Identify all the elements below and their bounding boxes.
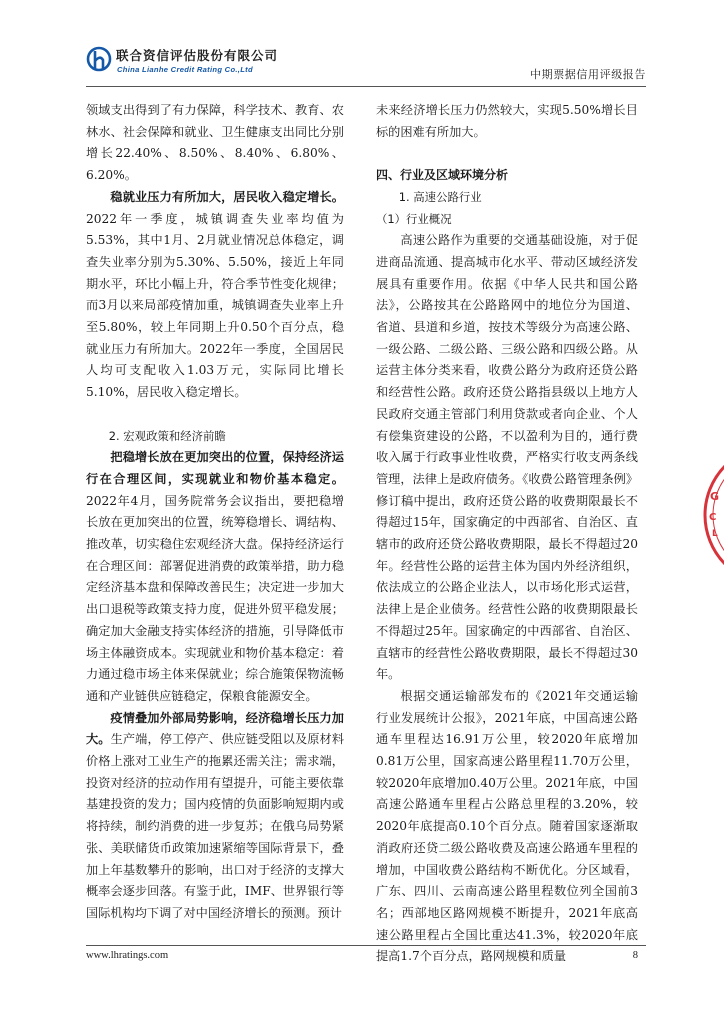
footer-divider [86, 945, 646, 946]
svg-text:C: C [709, 512, 717, 523]
paragraph-lead: 把稳增长放在更加突出的位置，保持经济运行在合理区间，实现就业和物价基本稳定。 [86, 450, 344, 486]
right-column [376, 100, 638, 968]
subsection-heading: 1. 高速公路行业 [398, 189, 482, 204]
paragraph: 高速公路作为重要的交通基础设施，对于促进商品流通、提高城市化水平、带动区域经济发展具有重要作用。依据《中华人民共和国公路法》，公路按其在公路路网中的地位分为国道、省道、县道和乡道，按技术等级分为高速公路、一级公路、二级公路、三级公路和四级公路。从运营主体分类来看，收费公路分为政府还贷公路和经营性公路。政府还贷公路指县级以上地方人民政府交通主管部门利用贷款或者向企业、个人有偿集资建设的公路，不以盈利为目的，通行费收入属于行政事业性收费，严格实行收支两条线管理，法律上是政府债务。《收费公路管理条例》修订稿中提出，政府还贷公路的收费期限最长不得超过15年，国家确定的中西部省、自治区、直辖市的政府还贷公路收费期限，最长不得超过20年。经营性公路的运营主体为国内外经济组织，依法成立的公路企业法人，以市场化形式运营，法律上是企业债务。经营性公路的收费期限最长不得超过25年。国家确定的中西部省、自治区、直辖市的经营性公路收费期限，最长不得超过30年。 [376, 233, 639, 682]
spacer [376, 143, 638, 165]
paragraph [86, 187, 344, 404]
left-column [86, 100, 344, 925]
footer-website-link[interactable]: www.lhratings.com [86, 950, 169, 961]
page-number: 8 [632, 950, 638, 961]
svg-text:G: G [710, 490, 720, 503]
paragraph: 未来经济增长压力仍然较大，实现5.50%增长目标的困难有所加大。 [376, 103, 638, 139]
company-name-en: China Lianhe Credit Rating Co.,Ltd [117, 65, 253, 74]
seal-stamp-icon [700, 440, 724, 590]
paragraph [86, 447, 344, 707]
page-header [86, 44, 646, 88]
svg-text:L: L [712, 529, 718, 539]
report-title: 中期票据信用评级报告 [530, 68, 646, 81]
paragraph: 根据交通运输部发布的《2021年交通运输行业发展统计公报》，2021年底，中国高速公路通车里程达16.91万公里，较2020年底增加0.81万公里，国家高速公路里程11.70万公里，较2020年底增加0.40万公里。2021年底，中国高速公路通车里程占公路总里程的3.20%，较2020年底提高0.10个百分点。随着国家逐渐取消政府还贷二级公路收费及高速公路通车里程的增加，中国收费公路结构不断优化。分区域看，广东、四川、云南高速公路里程数位列全国前3名；西部地区路网规模不断提升，2021年底高速公路里程占全国比重达41.3%，较2020年底提高1.7个百分点，路网规模和质量 [376, 688, 638, 964]
paragraph-lead: 稳就业压力有所加大，居民收入稳定增长。 [110, 189, 344, 204]
paragraph-body: 2022年一季度，城镇调查失业率均值为5.53%，其中1月、2月就业情况总体稳定，调查失业率分别为5.30%、5.50%，接近上年同期水平，环比小幅上升，符合季节性变化规律；而3月以来局部疫情加重，城镇调查失业率上升至5.80%，较上年同期上升0.50个百分点，稳就业压力有所加大。2022年一季度，全国居民人均可支配收入1.03万元，实际同比增长5.10%，居民收入稳定增长。 [86, 211, 344, 400]
paragraph-body: 2022年4月，国务院常务会议指出，要把稳增长放在更加突出的位置，统筹稳增长、调结构、推改革，切实稳住宏观经济大盘。保持经济运行在合理区间：部署促进消费的政策举措，助力稳定经济基本盘和保障改善民生；决定进一步加大出口退税等政策支持力度，促进外贸平稳发展；确定加大金融支持实体经济的措施，引导降低市场主体融资成本。实现就业和物价基本稳定：着力通过稳市场主体来保就业；综合施策保物流畅通和产业链供应链稳定，保粮食能源安全。 [86, 493, 344, 703]
paragraph: 领域支出得到了有力保障，科学技术、教育、农林水、社会保障和就业、卫生健康支出同比分别增长22.40%、8.50%、8.40%、6.80%、6.20%。 [86, 103, 344, 183]
subsection-heading: （1）行业概况 [376, 211, 452, 226]
subsection-heading: 2. 宏观政策和经济前瞻 [108, 428, 226, 443]
company-name-cn: 联合资信评估股份有限公司 [116, 48, 279, 63]
section-heading: 四、行业及区域环境分析 [376, 168, 509, 183]
paragraph [86, 708, 344, 925]
paragraph-body: 生产端，停工停产、供应链受阻以及原材料价格上涨对工业生产的拖累还需关注；需求端，投资对经济的拉动作用有望提升，可能主要依靠基建投资的发力；国内疫情的负面影响短期内或将持续，制约消费的进一步复苏；在俄乌局势紧张、美联储货币政策加速紧缩等国际背景下，叠加上年基数攀升的影响，出口对于经济的支撑大概率会逐步回落。有鉴于此，IMF、世界银行等国际机构均下调了对中国经济增长的预测。预计 [86, 732, 345, 920]
header-divider [86, 86, 646, 87]
paragraph-lead: 疫情叠加外部局势影响，经济稳增长压力加大。 [86, 710, 344, 747]
spacer [86, 404, 344, 426]
company-logo-icon [86, 44, 112, 78]
